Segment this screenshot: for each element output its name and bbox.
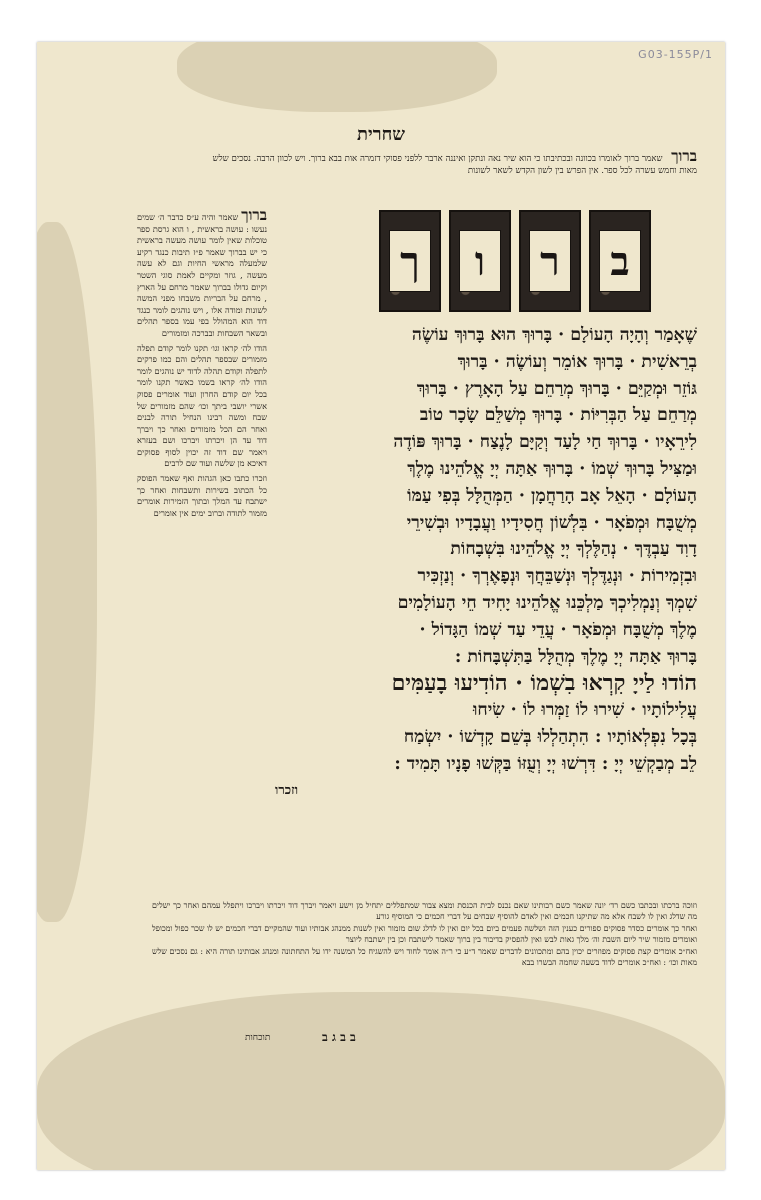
decorated-initial-2: ר <box>519 210 581 312</box>
prayer-line: לִירֵאָיו · בָּרוּךְ חַי לָעַד וְקַיָּם לָנֶצַח · בָּרוּךְ פּוֹדֶה <box>393 432 697 453</box>
lower-commentary-paragraph: ואח״כ אומרים קצת פסוקים מפוזרים יכוין בהם ומתכוונים לדברים שאמר ד״ע כי ר״ה אומר לחוד ויש להשגיח כל המשנה ידו על התחתונה ומנהג אבותינו תורה היא : גם נסכים שלש מאות וכו׳ : ואח״כ אומרים לדוד בשעה שחמה הבשרו בבא <box>152 946 697 968</box>
commentary-lead-word: ברוך <box>241 210 267 224</box>
intro-note <box>202 147 697 177</box>
stain-left <box>37 222 97 922</box>
commentary-paragraph: וזכרו כתבו כאן הגהות ואף שאמר הפוסק כל הכתוב בשירות ותשבחות ואחר כך ישתבח עד המלך ובתוך הזמירות אומרים מזמור לתודה וברוב ימים אין אומרים <box>137 473 267 518</box>
intro-text: שאמר ברוך לאומרו בכוונה ובכתיבתו כי הוא שיר נאה ונתקן ואיננה ארבר ללפני פסוקי דזמרה אות בבא ברוך. ויש לכוון הרבה. נסכים שלש מאות וחמש עשרה לכל ספר. אין הפרש בין לשון הקדש לשאר לשונות <box>212 154 697 176</box>
prayer-line-hodu: הוֹדוּ לַייָ קִרְאוּ בִשְׁמוֹ · הוֹדִיעוּ בָעַמִּים <box>391 670 697 697</box>
archive-number: G03-155P/1 <box>638 48 713 61</box>
prayer-line: בָּרוּךְ אַתָּה יְיָ מֶלֶךְ מְהֻלָּל בַּתִּשְׁבָּחוֹת : <box>454 646 697 667</box>
prayer-line: וּמַצִּיל בָּרוּךְ שְׁמוֹ · בָּרוּךְ אַתָּה יְיָ אֱלֹהֵינוּ מֶלֶךְ <box>407 458 697 479</box>
prayer-catchword: וזכרו <box>275 782 299 798</box>
signature-marks: ב ב ג ב <box>322 1030 356 1044</box>
prayer-line: וּבִזְמִירוֹת · וּנְגַדֶּלְךָ וּנְשַׁבֵּחֲךָ וּנְפָאֶרְךָ · וְנַזְכִּיר <box>417 566 697 587</box>
prayer-line: מֶלֶךְ מְשֻׁבָּח וּמְפֹאָר · עֲדֵי עַד שְׁמוֹ הַגָּדוֹל · <box>419 619 697 640</box>
stain-top <box>177 42 497 112</box>
decorated-initial-3: ו <box>449 210 511 312</box>
prayer-line: הָעוֹלָם · הָאֵל אָב הָרַחֲמָן · הַמְּהֻלָּל בְּפִי עַמּוֹ <box>407 485 697 506</box>
prayer-line: עֲלִילוֹתָיו · שִׁירוּ לוֹ זַמְּרוּ לוֹ · שִׂיחוּ <box>472 700 697 721</box>
prayer-line: מְרַחֵם עַל הַבְּרִיּוֹת · בָּרוּךְ מְשַׁלֵּם שָׂכָר טוֹב <box>419 405 697 426</box>
commentary-paragraph: הודו לה׳ קראו וגו׳ תקנו לומר קודם תפלה מזמורים שבספר תהלים והם כמו פרקים לתפלה וקודם תהלה לדוד יש נוהגים לומר הודו לה׳ קראו בשמו כאשר תקנו לומר בכל יום קודם החרון ועוד אומרים פסוק אשרי יושבי ביתך וכו׳ שהם מזמורים של שבח ומשה רבינו הנחיל תורה לבנים ואחר הם הכל מזמורים ואחר כך ויברך דוד עד הן ויכרתו ויברכו ושם בעזרא ויאמר שם דוד זה יכוין לסוף פסוקים דאיכא מן שלשה ועוד שם לרבים <box>137 342 267 469</box>
prayer-line: בְּכָל נִפְלְאוֹתָיו : הִתְהַלְלוּ בְּשֵׁם קָדְשׁוֹ · יִשְׂמַח <box>403 726 697 747</box>
prayer-line: שֶׁאָמַר וְהָיָה הָעוֹלָם · בָּרוּךְ הוּא בָּרוּךְ עוֹשֶׂה <box>411 325 697 345</box>
prayer-line: דָוִד עַבְדֶּךָ · נְהַלֶּלְךָ יְיָ אֱלֹהֵינוּ בִּשְׁבָחוֹת <box>450 539 697 560</box>
decorated-initial-1: ב <box>589 210 651 312</box>
prayer-line: גּוֹזֵר וּמְקַיֵּם · בָּרוּךְ מְרַחֵם עַל הָאָרֶץ · בָּרוּךְ <box>416 378 697 399</box>
prayer-line: בְרֵאשִׁית · בָּרוּךְ אוֹמֵר וְעוֹשֶׂה · בָּרוּךְ <box>457 351 697 372</box>
page-catchword: תוכחות <box>245 1033 271 1043</box>
prayer-line: שִׁמְךָ וְנַמְלִיכְךָ מַלְכֵּנוּ אֱלֹהֵינוּ יָחִיד חֵי הָעוֹלָמִים <box>397 592 697 613</box>
lower-commentary-paragraph: ואחר כך אומרים כסדר פסוקים ספורים כענין הזה ושלשה פעמים ביום בכל יום ואין לו לדלג שום מזמור ואין לשנות ממנהג אבותיו ועוד שהמקיים דברי חכמים יש לו שכר כפול ומכופל ואומרים מזמור שיר ליום השבת וה׳ מלך גאות לבש ואין להפסיק בדיבור בין ברוך שאמר לישתבח וכן בין ישתבח ליוצר <box>152 923 697 945</box>
side-commentary <box>137 210 267 890</box>
lower-commentary <box>152 900 697 968</box>
intro-lead-word: ברוך <box>671 147 697 165</box>
main-prayer-text <box>275 322 697 804</box>
commentary-paragraph: שאמר והיה ע״ס כדבר ה׳ שמים נעשו : עושה בראשית , ו הוא גרסת ספר טוכלות שאין לומר עושה מעשה בראשית כי יש בברוך שאמר פ״ז תיבות כנגד רקיע שלמעלה מראשי החיות וגם לא עשה מעשה , גוזר ומקיים לאמת סוגי השטר וקיום גדולו בברוך שאמר מרחם על הארץ , מרחם על הבריות משבחו מפני המשה לשונות ומודה אלו , ויש נוהגים לומר כנגד דוד הוא המהולל בפי עמו בספר תהלים ובשאר השבחות ובברכה ומזמורים <box>137 212 267 338</box>
stain-bottom <box>37 992 725 1170</box>
manuscript-page <box>37 42 725 1170</box>
prayer-line: מְשֻׁבָּח וּמְפֹאָר · בִּלְשׁוֹן חֲסִידָיו וַעֲבָדָיו וּבְשִׁירֵי <box>406 512 697 533</box>
decorated-initial-4: ך <box>379 210 441 312</box>
running-head: שחרית <box>357 124 405 145</box>
decorated-initials <box>379 210 651 312</box>
lower-commentary-paragraph: וזוכה ברכתו ובכתבו כשם רד׳ יונה שאמר כשם רבותינו שאם נכנס לבית הכנסת ומצא צבור שמתפללים יתחיל מן וישע ויאמר ויברך דוד ויכרתו ויברכו ויתפלל עמהם ואחר כך ישלים מה שדלג ואין לו לשבח אלא מה שתיקנו חכמים ואין לאדם להוסיף שבחים על דברי חכמים כי המוסיף גורע <box>152 901 697 922</box>
prayer-line: לֵב מְבַקְשֵׁי יְיָ : דִּרְשׁוּ יְיָ וְעֻזּוֹ בַּקְּשׁוּ פָנָיו תָּמִיד : <box>394 753 697 774</box>
